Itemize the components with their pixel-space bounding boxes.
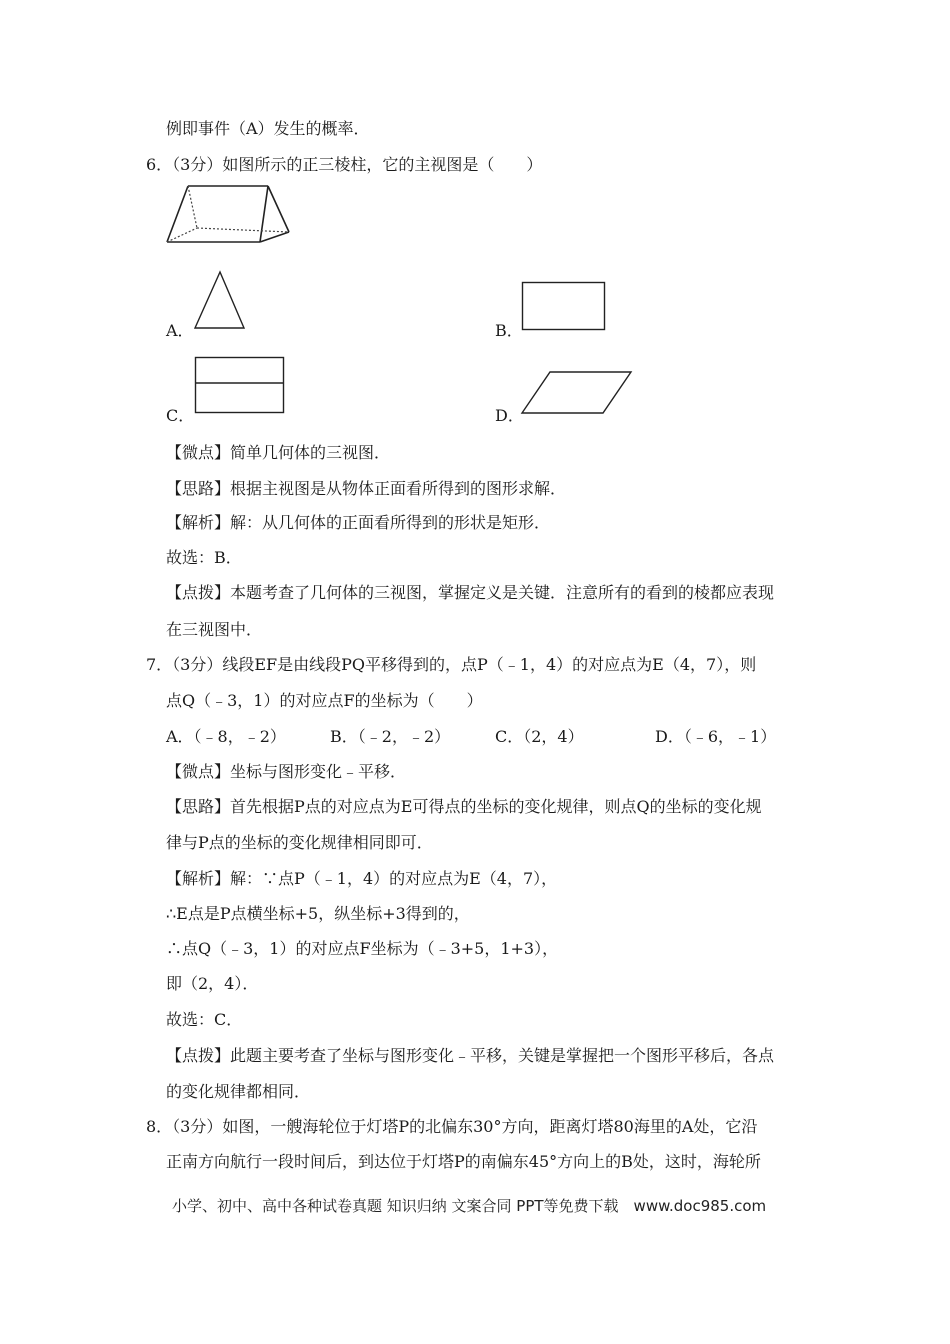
q7-knowledge-point: 【微点】坐标与图形变化﹣平移． bbox=[166, 762, 407, 781]
q7-approach-line-1: 【思路】首先根据P点的对应点为E可得点的坐标的变化规律，则点Q的坐标的变化规 bbox=[166, 797, 762, 816]
option-b-label: B． bbox=[495, 321, 523, 340]
option-a-triangle-figure bbox=[193, 270, 247, 332]
question-8-stem-line-1: 8．（3分）如图，一艘海轮位于灯塔P的北偏东30°方向，距离灯塔80海里的A处，它沿 bbox=[146, 1117, 758, 1136]
text-line: 例即事件（A）发生的概率． bbox=[166, 119, 370, 138]
option-a-label: A． bbox=[166, 321, 194, 340]
q6-answer: 故选：B． bbox=[166, 548, 242, 567]
q7-option-c: C．（2，4） bbox=[495, 727, 584, 746]
q7-option-b: B．（﹣2，﹣2） bbox=[330, 727, 451, 746]
q7-comment-line-2: 的变化规律都相同． bbox=[166, 1082, 311, 1101]
triangular-prism-figure bbox=[164, 182, 294, 246]
question-6-stem: 6．（3分）如图所示的正三棱柱，它的主视图是（ ） bbox=[146, 155, 543, 174]
question-8-stem-line-2: 正南方向航行一段时间后，到达位于灯塔P的南偏东45°方向上的B处，这时，海轮所 bbox=[166, 1152, 761, 1171]
q7-option-d: D．（﹣6，﹣1） bbox=[655, 727, 777, 746]
question-7-stem-line-2: 点Q（﹣3，1）的对应点F的坐标为（ ） bbox=[166, 691, 483, 710]
q7-answer: 故选：C． bbox=[166, 1010, 243, 1029]
q6-comment-line-2: 在三视图中． bbox=[166, 620, 263, 639]
q6-approach: 【思路】根据主视图是从物体正面看所得到的图形求解． bbox=[166, 479, 567, 498]
option-c-divided-rectangle-figure bbox=[194, 356, 286, 416]
option-b-rectangle-figure bbox=[521, 281, 607, 333]
q7-approach-line-2: 律与P点的坐标的变化规律相同即可． bbox=[166, 833, 433, 852]
q7-solution-line-2: ∴E点是P点横坐标+5，纵坐标+3得到的， bbox=[166, 904, 470, 923]
q7-solution-line-4: 即（2，4）． bbox=[166, 974, 259, 993]
q6-comment-line-1: 【点拨】本题考查了几何体的三视图，掌握定义是关键．注意所有的看到的棱都应表现 bbox=[166, 583, 775, 602]
footer-banner: 小学、初中、高中各种试卷真题 知识归纳 文案合同 PPT等免费下载 www.doc985.com bbox=[172, 1197, 767, 1215]
question-7-stem-line-1: 7．（3分）线段EF是由线段PQ平移得到的，点P（﹣1，4）的对应点为E（4，7），则 bbox=[146, 655, 757, 674]
q6-solution: 【解析】解：从几何体的正面看所得到的形状是矩形． bbox=[166, 513, 551, 532]
q6-knowledge-point: 【微点】简单几何体的三视图． bbox=[166, 443, 391, 462]
q7-solution-line-1: 【解析】解：∵点P（﹣1，4）的对应点为E（4，7）， bbox=[166, 869, 558, 888]
q7-option-a: A．（﹣8，﹣2） bbox=[166, 727, 286, 746]
q7-solution-line-3: ∴点Q（﹣3，1）的对应点F坐标为（﹣3+5，1+3）， bbox=[166, 939, 559, 958]
option-d-label: D． bbox=[495, 406, 524, 425]
option-d-parallelogram-figure bbox=[520, 370, 634, 416]
option-c-label: C． bbox=[166, 406, 195, 425]
q7-comment-line-1: 【点拨】此题主要考查了坐标与图形变化﹣平移，关键是掌握把一个图形平移后，各点 bbox=[166, 1046, 775, 1065]
